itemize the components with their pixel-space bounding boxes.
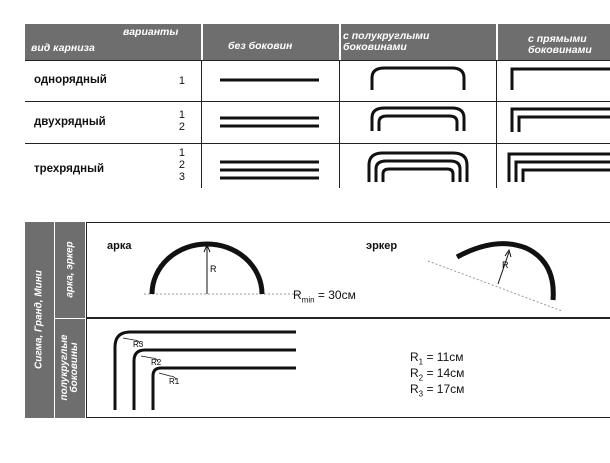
curve-marker-r1: R1: [169, 377, 180, 386]
bay-radius-marker: R: [502, 260, 509, 270]
radius-sub: 1: [418, 357, 424, 367]
header-divider: [339, 24, 341, 60]
header-variants: варианты: [123, 26, 179, 38]
rmin-prefix: R: [293, 288, 302, 302]
rounded-rail: [372, 68, 464, 90]
radius-1: [410, 350, 464, 366]
rmin-formula: [293, 288, 356, 304]
row-number: 3: [178, 171, 185, 183]
bay-label: эркер: [366, 240, 398, 252]
radius-value: = 14см: [426, 366, 465, 380]
header-round-sides-1: с полукруглыми: [343, 30, 430, 42]
header-divider: [201, 24, 203, 60]
radius-sub: 2: [418, 373, 424, 383]
row-label-single: однорядный: [34, 74, 107, 86]
no-sides-drawings: [201, 60, 339, 188]
straight-rail: [516, 162, 610, 182]
rounded-rail: [376, 161, 460, 182]
header-straight-sides-2: боковинами: [528, 44, 592, 56]
sides-section-label-1: полукруглые: [59, 334, 70, 401]
radius-value: = 11см: [426, 350, 464, 364]
rounded-rail: [372, 108, 464, 131]
header-round-sides-2: боковинами: [343, 41, 407, 53]
arc-section-label: арка, эркер: [64, 241, 76, 298]
sides-section-label-2: боковины: [69, 342, 80, 393]
header-no-sides: без боковин: [228, 40, 293, 52]
curve-marker-r2: R2: [151, 358, 162, 367]
straight-rail: [523, 170, 610, 182]
radius-prefix: R: [410, 366, 419, 380]
straight-rail: [519, 117, 610, 132]
rmin-value: = 30см: [317, 288, 356, 302]
row-number: 1: [178, 75, 185, 87]
arch-label: арка: [107, 240, 132, 252]
rmin-sub: min: [301, 295, 315, 305]
radius-prefix: R: [410, 350, 419, 364]
round-sides-drawings: [339, 60, 496, 188]
radius-value: = 17см: [426, 382, 465, 396]
row-number: 1: [178, 147, 185, 159]
bay-baseline: [428, 261, 562, 311]
curve-marker-r3: R3: [133, 340, 144, 349]
straight-sides-drawings: [496, 60, 610, 188]
radius-drawings: [86, 222, 610, 418]
radius-prefix: R: [410, 382, 419, 396]
straight-rail: [512, 109, 610, 132]
side-curve-r1: [153, 368, 296, 410]
header-straight-sides-1: с прямыми: [528, 33, 587, 45]
row-number: 2: [178, 159, 185, 171]
rounded-rail: [383, 169, 453, 182]
row-number: 2: [178, 121, 185, 133]
bay-curve: [457, 244, 553, 300]
radius-sub: 3: [418, 389, 424, 399]
table-header: [25, 24, 610, 60]
row-label-double: двухрядный: [34, 116, 106, 128]
cornice-variants-table: [25, 24, 610, 188]
header-divider: [496, 24, 498, 60]
bending-radius-block: [25, 222, 610, 418]
row-label-triple: трехрядный: [34, 163, 105, 175]
radius-3: [410, 382, 464, 398]
arch-radius-marker: R: [210, 264, 217, 274]
rounded-rail: [379, 116, 457, 131]
radius-2: [410, 366, 464, 382]
straight-rail: [512, 69, 610, 90]
series-label: Сигма, Гранд, Мини: [33, 270, 45, 369]
row-number: 1: [178, 109, 185, 121]
header-cornice-type: вид карниза: [31, 42, 95, 54]
